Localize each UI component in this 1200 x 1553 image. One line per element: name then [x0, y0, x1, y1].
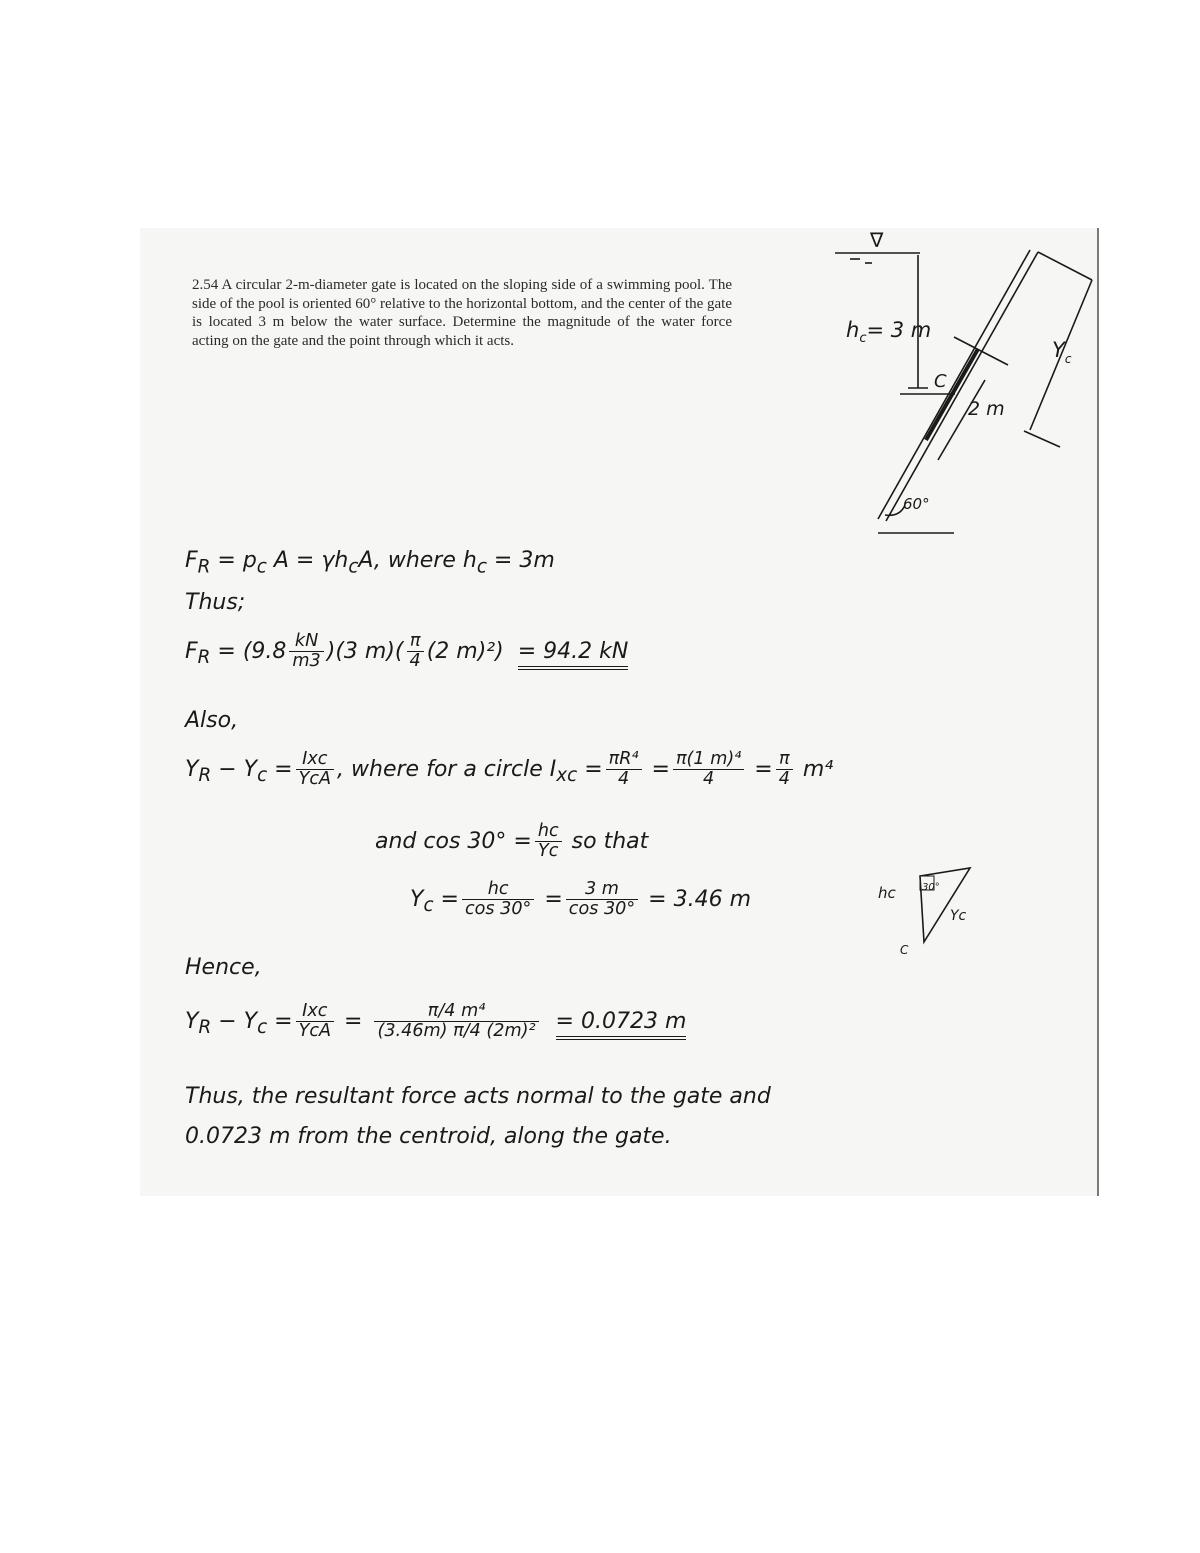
hc-label: $h_c= 3$ m: [846, 318, 932, 346]
triangle-c: C: [900, 943, 909, 957]
thus-label: Thus;: [185, 590, 246, 615]
force-result: = 94.2 kN: [518, 639, 629, 670]
cos-relation: and cos 30° = $\frac{hc}{Yc}$ so that: [375, 821, 649, 862]
final-result: = 0.0723 m: [556, 1009, 687, 1040]
final-calculation: $Y_R - Y_c$ = $\frac{\text{Ixc}}{\text{YcA}}$ = $\frac{\text{π/4 m⁴}}{\text{(3.46m) π/4 (2m)²}}$ = 0.0723 m: [185, 1001, 687, 1042]
force-equation: $F_R = p_c$ $A = \gamma h_cA$, where $h_c = 3m$: [185, 548, 555, 578]
triangle-hc: hc: [878, 884, 896, 902]
yr-yc-equation: $Y_R - Y_c$ = $\frac{\text{Ixc}}{\text{YcA}}$ , where for a circle $I_{xc}$ = $\frac{\text{πR⁴}}{4}$ = $\frac{\text{π(1 m)⁴}}{4}$ = $\frac{\pi}{4}$ m⁴: [185, 749, 834, 790]
centroid-label: C: [934, 371, 947, 392]
triangle-sketch: [872, 858, 982, 958]
force-calculation: $F_R = (9.8$ $\frac{kN}{m3}$ )(3 m)( $\frac{\pi}{4}$ (2 m)²) = 94.2 kN: [185, 631, 629, 672]
yc-dim-line: [1038, 252, 1092, 280]
gate-figure: [830, 225, 1100, 555]
also-label: Also,: [185, 708, 239, 733]
yc-calculation: $Y_c$ = $\frac{hc}{\cos 30^\circ}$ = $\frac{3 m}{\cos 30^\circ}$ = 3.46 m: [410, 879, 752, 920]
triangle-yc: Yc: [950, 908, 967, 924]
yc-label: $Y_c$: [1052, 338, 1072, 366]
problem-statement: 2.54 A circular 2-m-diameter gate is located on the sloping side of a swimming pool. The side of the pool is oriented 60° relative to the horizontal bottom, and the center of the gate is located 3 m below the water surface. Determine the magnitude of the water force acting on the gate and the point through which it acts.: [192, 277, 732, 349]
triangle-angle: 30°: [922, 882, 940, 893]
conclusion-line-1: Thus, the resultant force acts normal to the gate and: [185, 1084, 771, 1109]
conclusion-line-2: 0.0723 m from the centroid, along the gate.: [185, 1124, 672, 1149]
angle-label: 60°: [903, 495, 930, 513]
hence-label: Hence,: [185, 955, 262, 980]
pool-wall-inner: [886, 252, 1038, 521]
diameter-dim: [938, 380, 985, 460]
diameter-label: 2 m: [968, 398, 1005, 420]
pool-wall-outer: [878, 250, 1030, 519]
surface-symbol: ∇: [870, 228, 884, 252]
